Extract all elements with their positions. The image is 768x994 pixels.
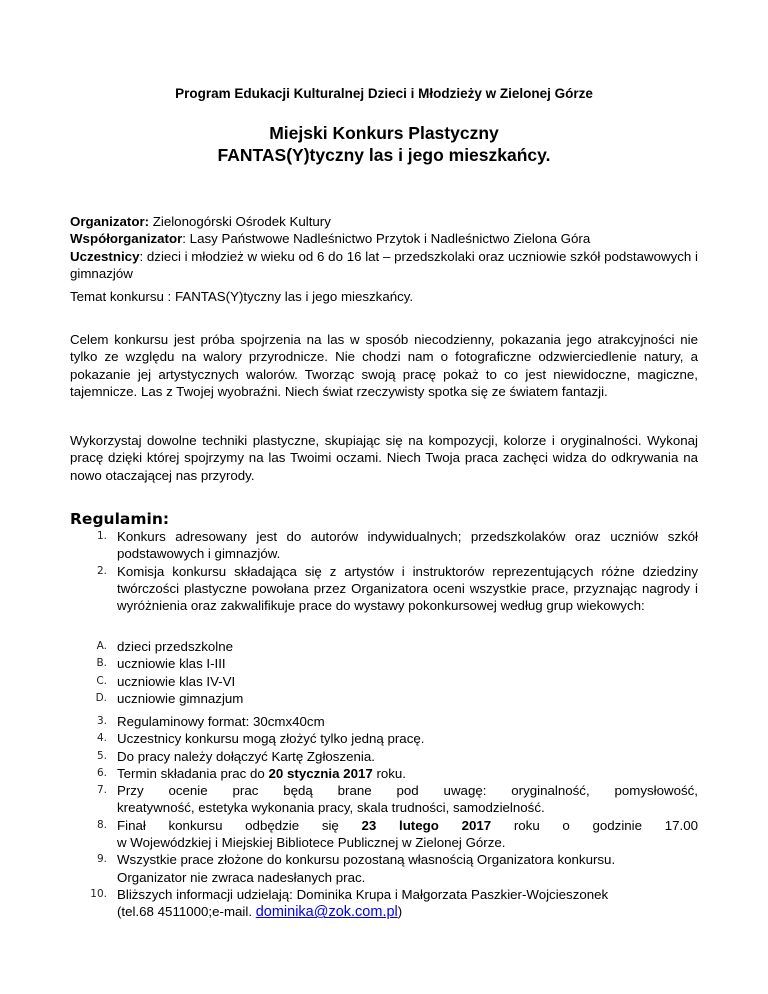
contest-title-line2: FANTAS(Y)tyczny las i jego mieszkańcy. [217,145,551,165]
participants-line [70,248,698,283]
regulations-heading: Regulamin: [70,510,170,528]
age-group-text: uczniowie klas IV-VI [117,673,236,689]
list-item-number: 8. [96,818,107,831]
list-item [70,782,698,817]
list-item-letter: B. [96,657,107,670]
coorganizer-value: : Lasy Państwowe Nadleśnictwo Przytok i Nadleśnictwo Zielona Góra [182,231,591,247]
organizer-line [70,213,698,230]
list-item [70,886,698,922]
organizer-value: Zielonogórski Ośrodek Kultury [149,214,331,229]
contact-close: ) [397,904,403,920]
list-item-text: Uczestnicy konkursu mogą złożyć tylko jedną pracę. [117,731,425,747]
list-item [70,765,698,782]
final-line1 [117,817,698,834]
final-time: roku o godzinie 17.00 [491,817,698,833]
contact-line2 [117,903,698,921]
deadline-pre: Termin składania prac do [117,765,269,781]
list-item [70,748,698,765]
coorganizer-line [70,230,698,247]
participants-label: Uczestnicy [70,248,140,264]
list-item-text: Komisja konkursu składająca się z artystów i instruktorów reprezentujących różne dziedziny twórczości plastyczne powołana przez Organizatora oceni wszystkie prace, przyznając nagrody i wyróżnienia oraz zakwalifikuje prace do wystawy pokonkursowej według grup wiekowych: [117,563,698,614]
contact-phone: (tel.68 4511000;e-mail. [117,904,256,920]
criteria-line2: kreatywność, estetyka wykonania pracy, skala trudności, samodzielność. [117,800,545,816]
list-item-letter: A. [96,640,107,652]
list-item-letter: D. [95,691,107,704]
contest-title-line1: Miejski Konkurs Plastyczny [269,123,499,143]
list-item [70,817,698,852]
criteria-line1: Przy ocenie prac będą brane pod uwagę: oryginalność, pomysłowość, [117,783,698,799]
deadline-post: roku. [372,765,407,781]
final-pre: Finał konkursu odbędzie się [117,817,362,833]
list-item-text: Konkurs adresowany jest do autorów indywidualnych; przedszkolaków oraz uczniów szkół podstawowych i gimnazjów. [117,529,698,562]
organizer-label: Organizator: [70,214,150,229]
age-group-item [70,673,698,690]
list-item-text: Regulaminowy format: 30cmx40cm [117,714,325,729]
age-group-text: uczniowie gimnazjum [117,690,244,706]
goal-paragraph: Celem konkursu jest próba spojrzenia na las w sposób niecodzienny, pokazania jego atrakcyjności nie tylko ze względu na walory przyrodnicze. Nie chodzi nam o fotograficzne odzwierciedlenie natury, a pokazanie jej artystycznych walorów. Tworząc swoją pracę pokaż to co jest niewidoczne, magiczne, tajemnicze. Las z Twojej wyobraźni. Niech świat rzeczywisty spotka się ze światem fantazji. [70,332,698,399]
list-item-text: Do pracy należy dołączyć Kartę Zgłoszenia. [117,748,375,764]
deadline-date: 20 stycznia 2017 [268,765,373,781]
contact-line1: Bliższych informacji udzielają: Dominika Krupa i Małgorzata Paszkier-Wojcieszonek [117,886,609,902]
list-item-number: 9. [96,853,107,866]
email-link[interactable]: dominika@zok.com.pl [255,904,398,921]
contest-theme: Temat konkursu : FANTAS(Y)tyczny las i jego mieszkańcy. [70,289,414,304]
list-item-number: 10. [90,887,107,900]
program-title: Program Edukacji Kulturalnej Dzieci i Młodzieży w Zielonej Górze [175,86,593,101]
list-item [70,730,698,747]
age-group-text: uczniowie klas I-III [117,656,226,672]
list-item [70,563,698,615]
regulations-list-part1 [70,528,698,614]
age-group-item [70,655,698,672]
list-item [70,713,698,730]
list-item-number: 7. [96,784,107,797]
final-line2: w Wojewódzkiej i Miejskiej Bibliotece Publicznej w Zielonej Górze. [117,835,506,851]
age-group-item [70,638,698,655]
list-item-number: 1. [96,530,107,542]
list-item-number: 5. [96,749,107,762]
info-block [70,213,698,282]
list-item-number: 3. [96,715,107,727]
regulations-list-part2 [70,713,698,922]
age-group-item [70,690,698,707]
contest-title [70,122,698,166]
final-date: 23 lutego 2017 [361,817,492,833]
list-item-number: 4. [96,732,107,745]
techniques-paragraph: Wykorzystaj dowolne techniki plastyczne, skupiając się na kompozycji, kolorze i oryginalności. Wykonaj pracę dzięki której spojrzymy na las Twoimi oczami. Niech Twoja praca zachęci widza do odkrywania na nowo otaczającej nas przyrody. [70,433,698,483]
ownership-line2: Organizator nie zwraca nadesłanych prac. [117,869,366,885]
ownership-line1: Wszystkie prace złożone do konkursu pozostaną własnością Organizatora konkursu. [117,852,616,868]
list-item-number: 2. [96,564,107,577]
list-item [70,851,698,886]
participants-value: : dzieci i młodzież w wieku od 6 do 16 lat – przedszkolaki oraz uczniowie szkół podstawowych i gimnazjów [70,248,698,281]
list-item [70,528,698,563]
list-item-number: 6. [96,766,107,779]
age-group-text: dzieci przedszkolne [117,639,234,654]
coorganizer-label: Współorganizator [70,231,183,247]
list-item-letter: C. [96,674,107,687]
age-groups-list [70,638,698,707]
